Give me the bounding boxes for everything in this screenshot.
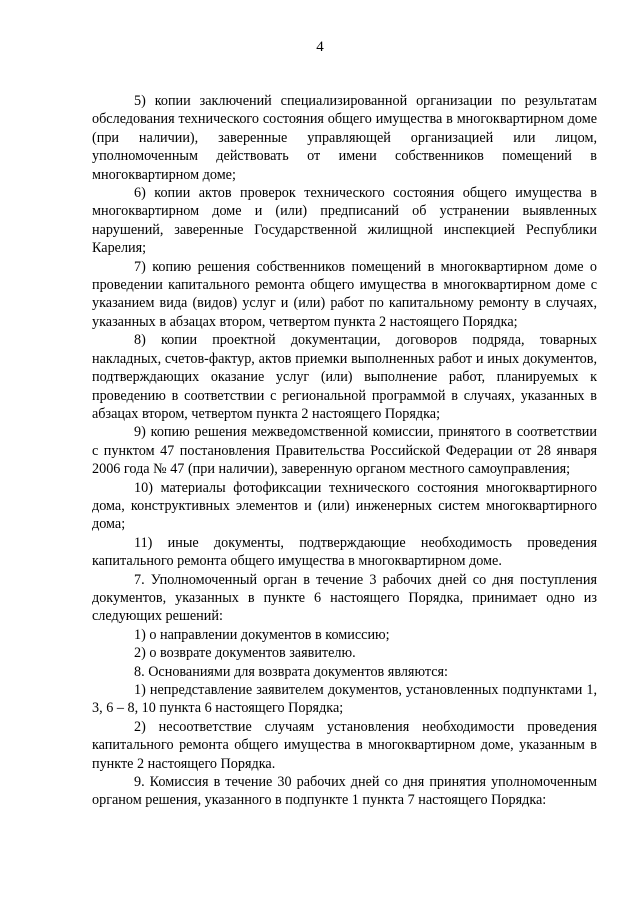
paragraph-item-5: 5) копии заключений специализированной организации по результатам обследования технического состояния общего имущества в многоквартирном доме (при наличии), заверенные управляющей организацией или лицом, уполномоченным действовать от имени собственников помещений в многоквартирном доме; <box>92 93 597 183</box>
paragraph-ground-2: 2) несоответствие случаям установления необходимости проведения капитального ремонта общего имущества в многоквартирном доме, указанным в пункте 2 настоящего Порядка. <box>92 718 597 772</box>
paragraph-ground-1: 1) непредставление заявителем документов, установленных подпунктами 1, 3, 6 – 8, 10 пункта 6 настоящего Порядка; <box>92 682 597 717</box>
paragraph-item-7: 7) копию решения собственников помещений в многоквартирном доме о проведении капитального ремонта общего имущества в многоквартирном доме с указанием вида (видов) услуг и (или) работ по капитальному ремонту в случаях, указанных в абзацах втором, четвертом пункта 2 настоящего Порядка; <box>92 258 597 330</box>
paragraph-section-9: 9. Комиссия в течение 30 рабочих дней со дня принятия уполномоченным органом решения, указанного в подпункте 1 пункта 7 настоящего Порядка: <box>92 774 597 809</box>
paragraph-item-6: 6) копии актов проверок технического состояния общего имущества в многоквартирном доме и (или) предписаний об устранении выявленных нарушений, заверенные Государственной жилищной инспекцией Республики Карелия; <box>92 185 597 257</box>
paragraph-decision-1: 1) о направлении документов в комиссию; <box>134 626 390 643</box>
paragraph-item-9: 9) копию решения межведомственной комиссии, принятого в соответствии с пунктом 47 постановления Правительства Российской Федерации от 28 января 2006 года № 47 (при наличии), заверенную органом местного самоуправления; <box>92 424 597 478</box>
paragraph-decision-2: 2) о возврате документов заявителю. <box>134 645 356 662</box>
paragraph-item-8: 8) копии проектной документации, договоров подряда, товарных накладных, счетов-фактур, актов приемки выполненных работ и иных документов, подтверждающих оказание услуг (или) выполнение работ, планируемых к проведению в соответствии с региональной программой в случаях, указанных в абзацах втором, четвертом пункта 2 настоящего Порядка; <box>92 332 597 422</box>
document-body <box>92 92 597 810</box>
paragraph-section-8: 8. Основаниями для возврата документов являются: <box>134 663 448 680</box>
paragraph-item-11: 11) иные документы, подтверждающие необходимость проведения капитального ремонта общего имущества в многоквартирном доме. <box>92 534 597 570</box>
paragraph-item-10: 10) материалы фотофиксации технического состояния многоквартирного дома, конструктивных элементов и (или) инженерных систем многоквартирного дома; <box>92 479 597 533</box>
paragraph-section-7: 7. Уполномоченный орган в течение 3 рабочих дней со дня поступления документов, указанных в пункте 6 настоящего Порядка, принимает одно из следующих решений: <box>92 571 597 625</box>
page-number: 4 <box>316 39 324 55</box>
